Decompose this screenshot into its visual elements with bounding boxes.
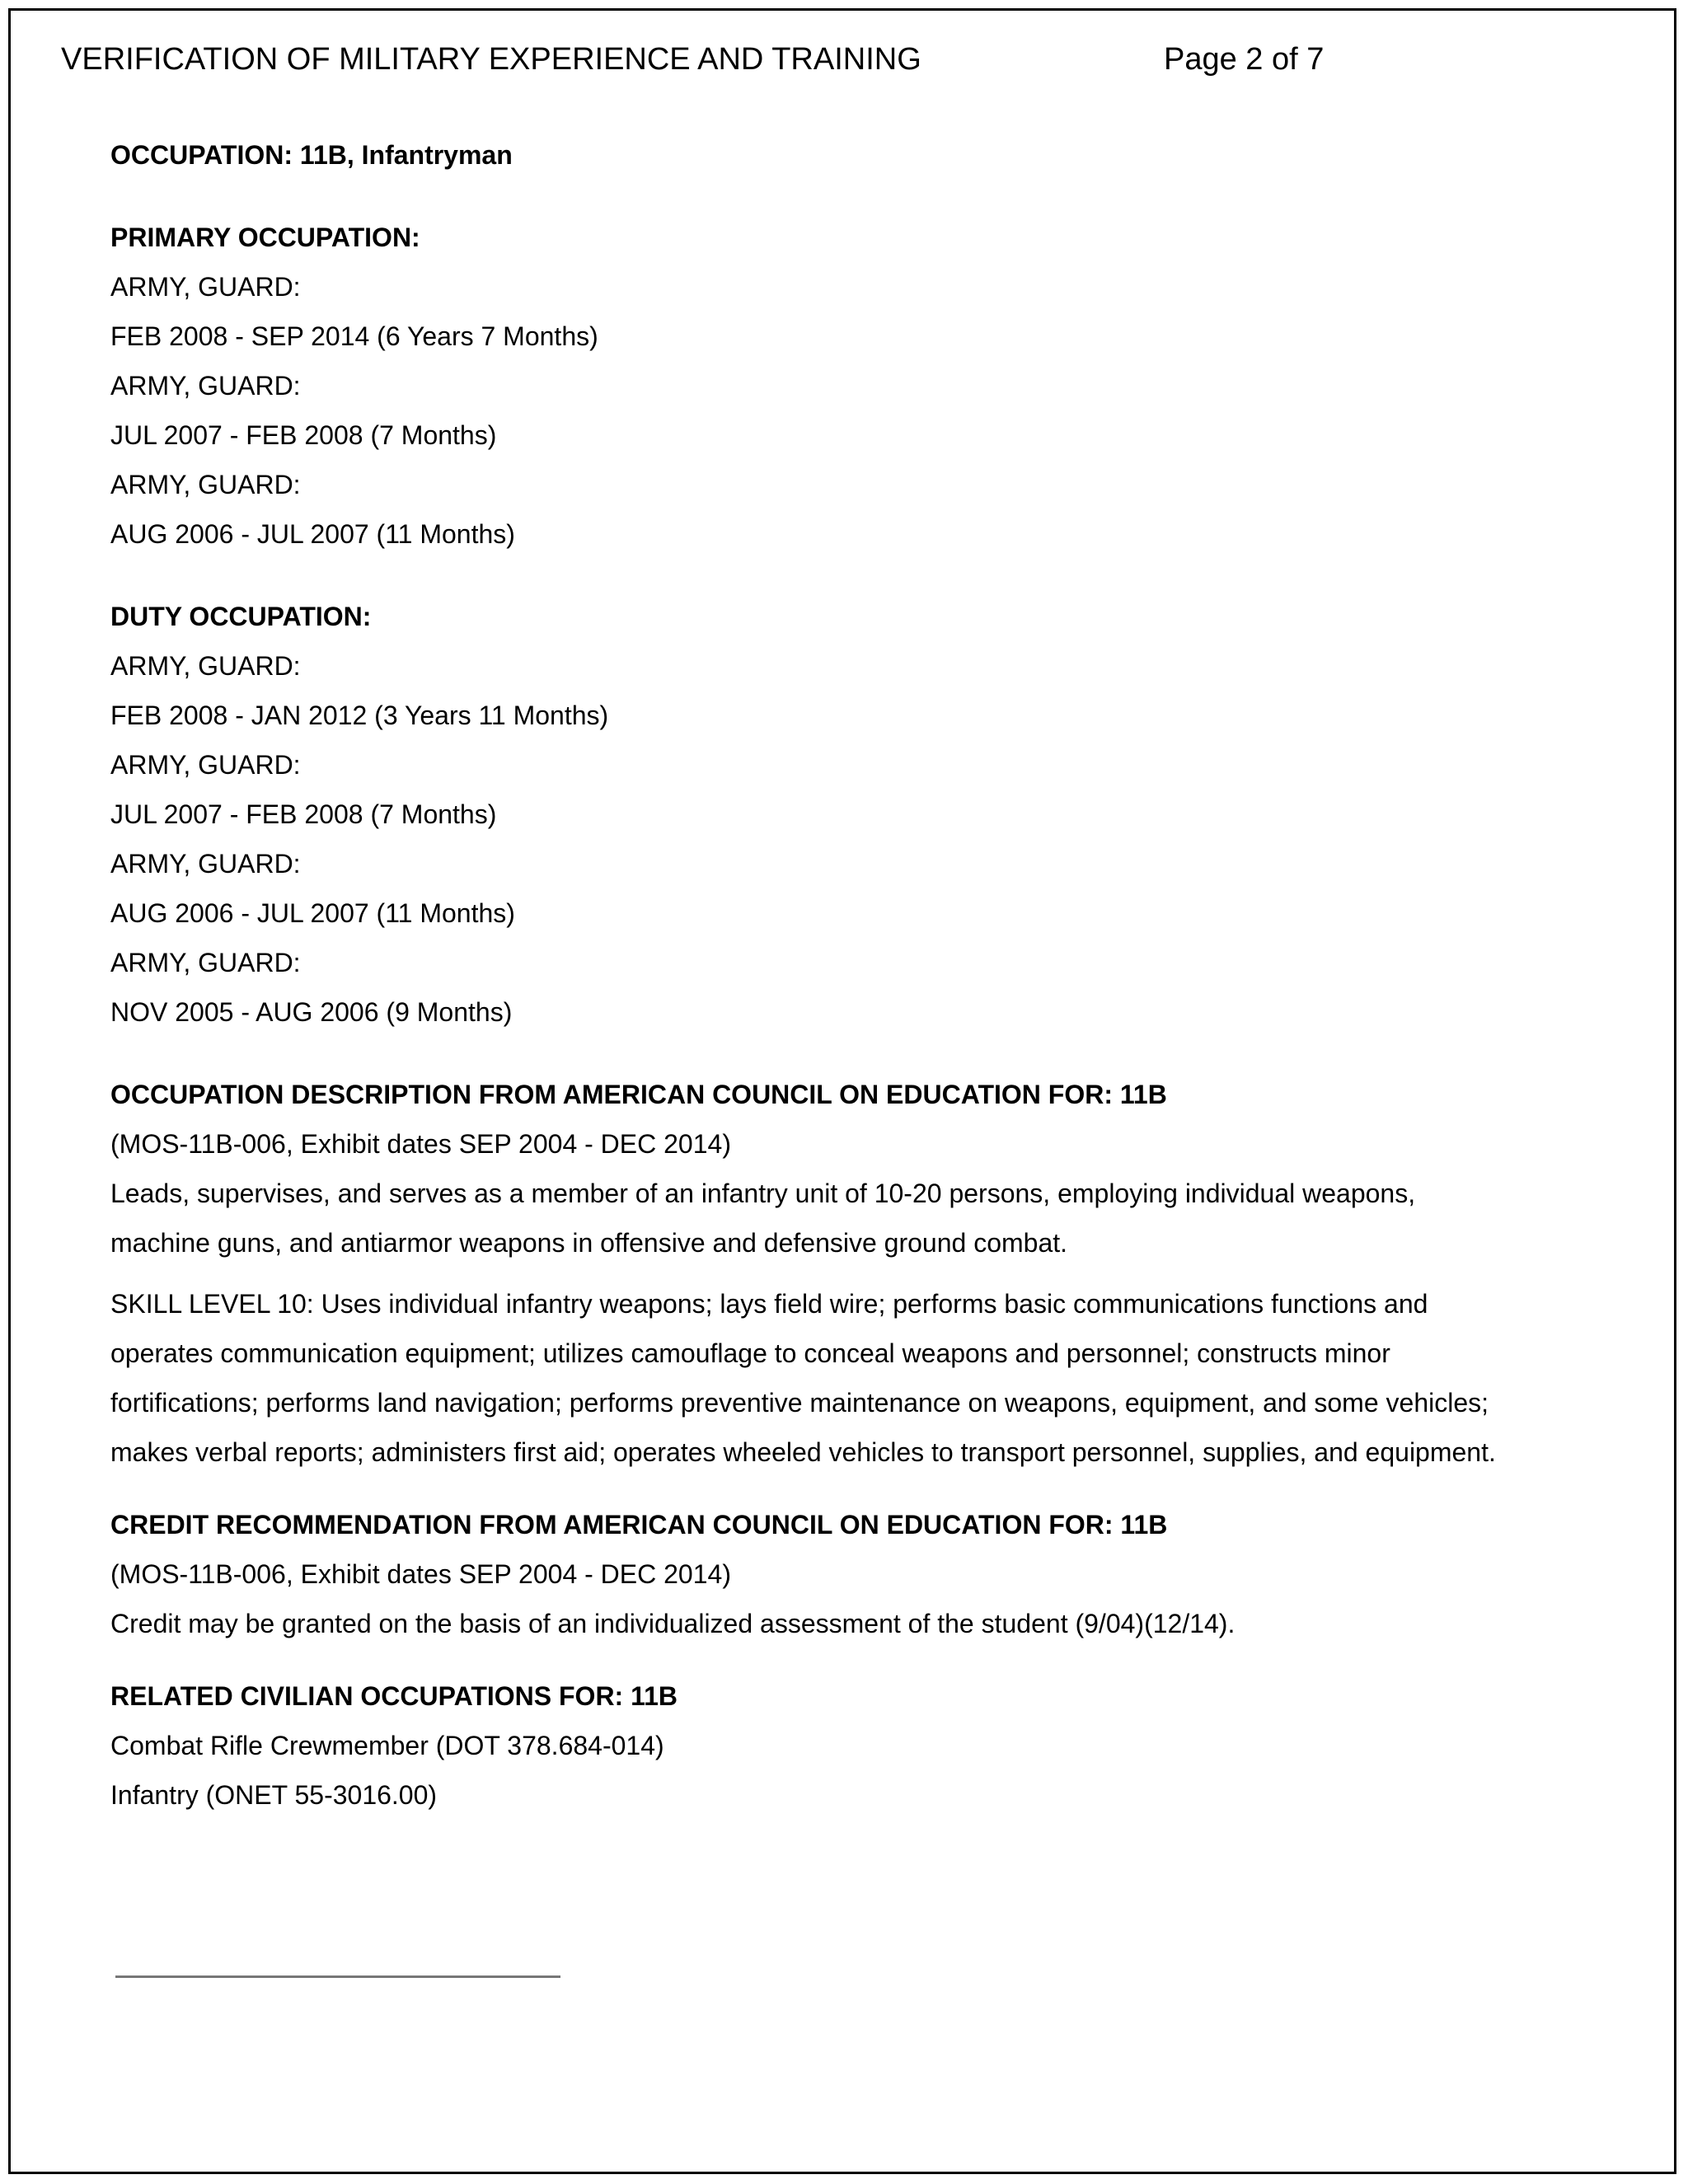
credit-recommendation-heading: CREDIT RECOMMENDATION FROM AMERICAN COUNCIL ON EDUCATION FOR: 11B: [110, 1510, 1168, 1540]
duty-entry-branch: ARMY, GUARD:: [110, 849, 301, 879]
duty-entry-branch: ARMY, GUARD:: [110, 651, 301, 681]
primary-entry-branch: ARMY, GUARD:: [110, 371, 301, 401]
skill-level-line: fortifications; performs land navigation; performs preventive maintenance on weapons, equipment, and some vehicles;: [110, 1388, 1489, 1418]
duty-entry-dates: NOV 2005 - AUG 2006 (9 Months): [110, 997, 513, 1027]
related-civilian-item: Combat Rifle Crewmember (DOT 378.684-014): [110, 1731, 664, 1760]
primary-entry-branch: ARMY, GUARD:: [110, 272, 301, 302]
related-civilian-heading: RELATED CIVILIAN OCCUPATIONS FOR: 11B: [110, 1681, 678, 1711]
skill-level-line: operates communication equipment; utilizes camouflage to conceal weapons and personnel; constructs minor: [110, 1338, 1390, 1368]
occupation-description-exhibit: (MOS-11B-006, Exhibit dates SEP 2004 - DEC 2014): [110, 1129, 731, 1159]
page-number: Page 2 of 7: [1164, 42, 1325, 77]
primary-entry-dates: FEB 2008 - SEP 2014 (6 Years 7 Months): [110, 321, 598, 351]
duty-entry-dates: AUG 2006 - JUL 2007 (11 Months): [110, 898, 515, 928]
credit-recommendation-text: Credit may be granted on the basis of an individualized assessment of the student (9/04)(12/14).: [110, 1609, 1236, 1638]
occupation-section: [110, 130, 1643, 180]
primary-occupation-heading: PRIMARY OCCUPATION:: [110, 223, 420, 252]
duty-occupation-section: [110, 592, 1643, 1037]
primary-entry-dates: AUG 2006 - JUL 2007 (11 Months): [110, 519, 515, 549]
paragraph-spacer: [110, 1268, 1643, 1279]
related-civilian-item: Infantry (ONET 55-3016.00): [110, 1780, 438, 1810]
duty-entry-branch: ARMY, GUARD:: [110, 948, 301, 977]
document-title: VERIFICATION OF MILITARY EXPERIENCE AND TRAINING: [61, 42, 921, 77]
occupation-title: OCCUPATION: 11B, Infantryman: [110, 140, 513, 170]
duty-entry-dates: FEB 2008 - JAN 2012 (3 Years 11 Months): [110, 701, 609, 730]
document-body: [110, 130, 1643, 1853]
primary-entry-dates: JUL 2007 - FEB 2008 (7 Months): [110, 420, 497, 450]
skill-level-line: makes verbal reports; administers first aid; operates wheeled vehicles to transport personnel, supplies, and equipment.: [110, 1437, 1496, 1467]
primary-occupation-section: [110, 213, 1643, 559]
occupation-description-summary-line: Leads, supervises, and serves as a member of an infantry unit of 10-20 persons, employing individual weapons,: [110, 1179, 1416, 1208]
occupation-description-section: [110, 1070, 1643, 1477]
credit-recommendation-section: [110, 1500, 1643, 1648]
duty-occupation-heading: DUTY OCCUPATION:: [110, 602, 372, 631]
primary-entry-branch: ARMY, GUARD:: [110, 470, 301, 499]
related-civilian-section: [110, 1671, 1643, 1820]
occupation-description-heading: OCCUPATION DESCRIPTION FROM AMERICAN COUNCIL ON EDUCATION FOR: 11B: [110, 1080, 1167, 1109]
credit-recommendation-exhibit: (MOS-11B-006, Exhibit dates SEP 2004 - DEC 2014): [110, 1559, 731, 1589]
footer-divider: [115, 1975, 560, 1978]
duty-entry-branch: ARMY, GUARD:: [110, 750, 301, 780]
skill-level-line: SKILL LEVEL 10: Uses individual infantry weapons; lays field wire; performs basic communications functions and: [110, 1289, 1428, 1319]
duty-entry-dates: JUL 2007 - FEB 2008 (7 Months): [110, 799, 497, 829]
occupation-description-summary-line: machine guns, and antiarmor weapons in offensive and defensive ground combat.: [110, 1228, 1068, 1258]
